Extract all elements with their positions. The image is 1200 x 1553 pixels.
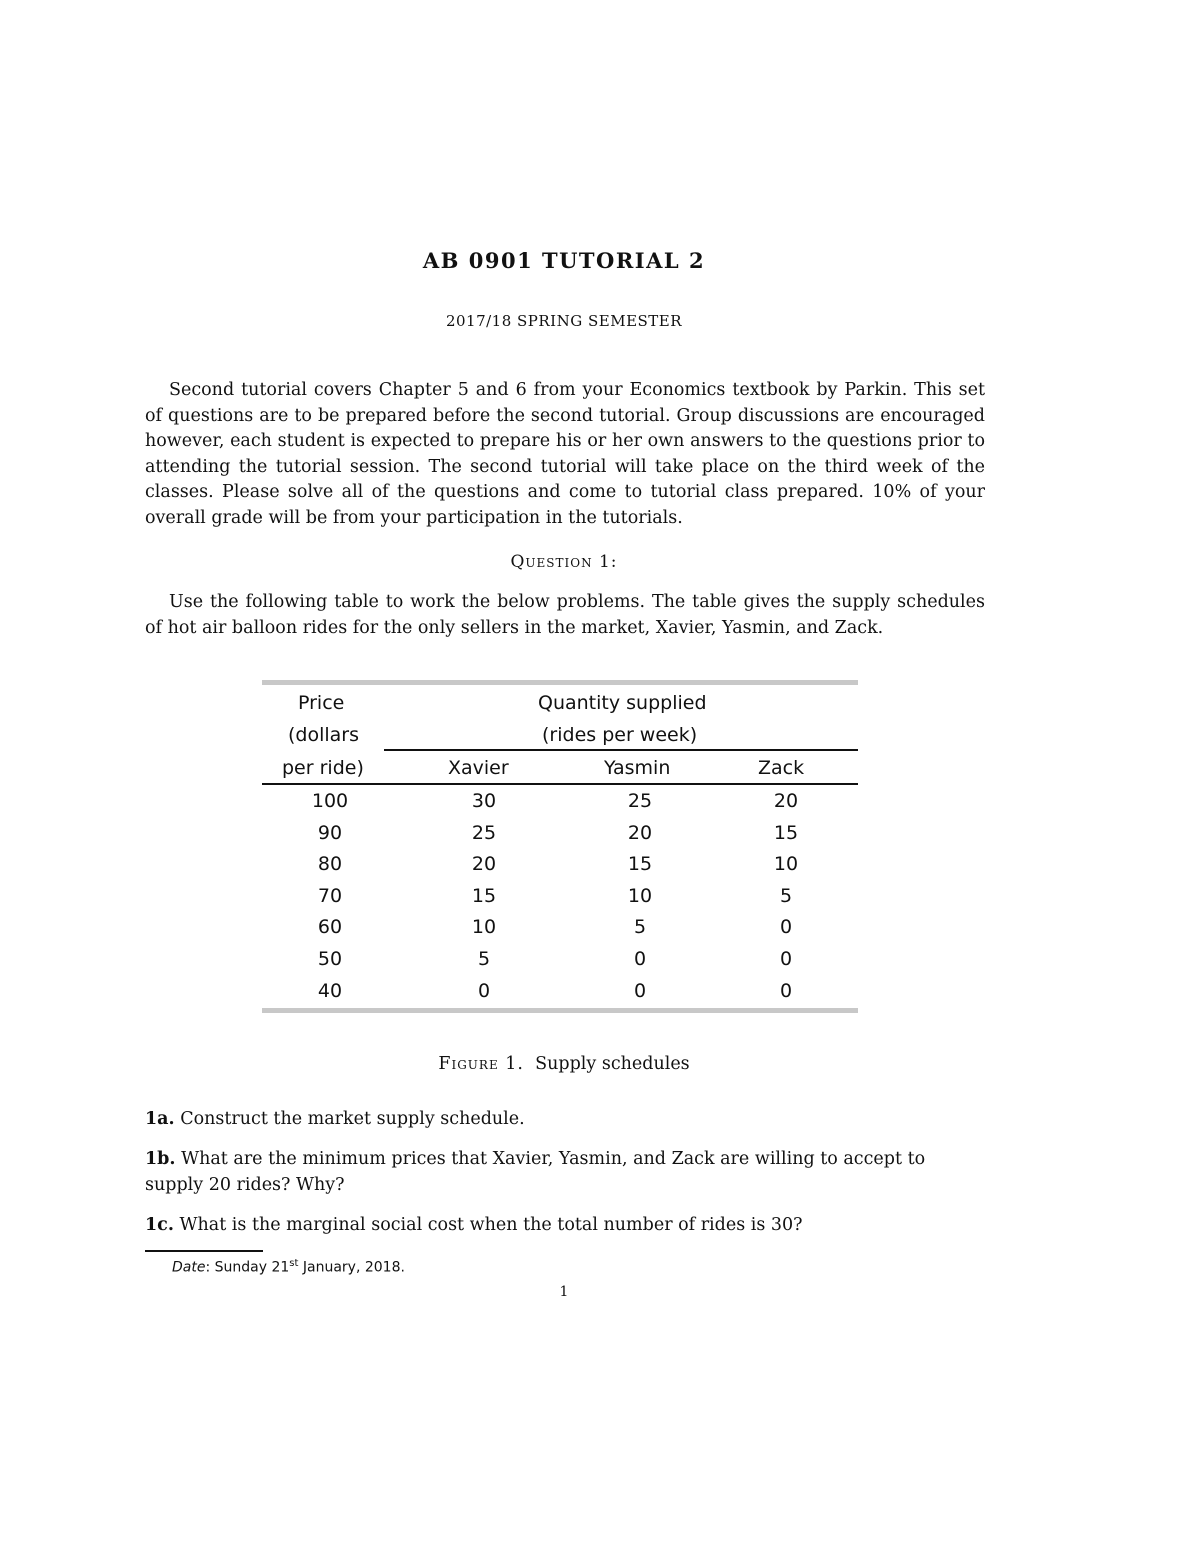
quantity-cell: 5	[477, 948, 491, 970]
quantity-cell: 0	[633, 979, 647, 1002]
quantity-cell: 0	[779, 979, 793, 1002]
price-cell: 80	[317, 853, 343, 876]
question-number: 1a.	[145, 1109, 175, 1129]
quantity-cell: 20	[627, 821, 653, 844]
footnote-label: Date	[172, 1259, 206, 1276]
quantity-cell: 20	[471, 853, 497, 876]
quantity-cell: 25	[471, 821, 497, 844]
quantity-cell: 5	[779, 884, 793, 907]
quantity-cell: 25	[627, 790, 653, 812]
question-1-intro: Use the following table to work the below problems. The table gives the supply schedules of hot air balloon rides for the only sellers in the market, Xavier, Yasmin, and Zack.	[145, 592, 985, 638]
quantity-cell: 0	[779, 948, 793, 970]
question-number: 1c.	[145, 1215, 174, 1235]
footnote-text: : Sunday 21	[205, 1259, 290, 1276]
quantity-cell: 15	[471, 884, 497, 907]
price-header-line-3: per ride)	[282, 757, 364, 779]
supply-schedule-table	[262, 680, 858, 1016]
question-text: Construct the market supply schedule.	[180, 1109, 525, 1129]
header-divider-rule	[384, 749, 858, 751]
footnote	[172, 1258, 405, 1276]
column-header-zack: Zack	[758, 757, 805, 779]
figure-caption-text: Supply schedules	[535, 1054, 690, 1074]
price-cell: 90	[317, 821, 343, 844]
intro-paragraph: Second tutorial covers Chapter 5 and 6 from your Economics textbook by Parkin. This set of questions are to be prepared before the second tutorial. Group discussions are encouraged however, each student is expected to prepare his or her own answers to the questions prior to attending the tutorial session. The second tutorial will take place on the third week of the classes. Please solve all of the questions and come to tutorial class prepared. 10% of your overall grade will be from your participation in the tutorials.	[145, 380, 985, 528]
footnote-rest: January, 2018.	[298, 1259, 405, 1276]
quantity-cell: 10	[627, 884, 653, 907]
quantity-header-line-2: (rides per week)	[542, 724, 698, 746]
table-top-rule	[262, 680, 858, 685]
table-bottom-rule	[262, 1008, 858, 1013]
price-header-line-2: (dollars	[288, 724, 360, 746]
question-1b	[145, 1147, 985, 1198]
question-number: 1b.	[145, 1149, 176, 1169]
quantity-cell: 15	[627, 853, 653, 876]
quantity-cell: 20	[773, 790, 799, 812]
question-text: What is the marginal social cost when the total number of rides is 30?	[179, 1215, 803, 1235]
footnote-sup: st	[289, 1258, 299, 1269]
document-title: AB 0901 TUTORIAL 2	[422, 248, 706, 273]
footnote-rule	[145, 1250, 263, 1252]
column-header-yasmin: Yasmin	[604, 757, 671, 779]
quantity-cell: 0	[477, 979, 491, 1002]
quantity-cell: 15	[773, 821, 799, 844]
price-cell: 60	[317, 916, 343, 939]
quantity-cell: 0	[779, 916, 793, 939]
question-1a	[145, 1107, 985, 1133]
price-cell: 50	[317, 948, 343, 970]
quantity-cell: 10	[471, 916, 497, 939]
price-header-line-1: Price	[298, 692, 345, 714]
quantity-header-line-1: Quantity supplied	[538, 692, 707, 714]
question-1-heading: Question 1:	[510, 552, 618, 572]
quantity-cell: 30	[471, 790, 497, 812]
quantity-cell: 0	[633, 948, 647, 970]
column-header-xavier: Xavier	[448, 757, 509, 779]
page-number: 1	[559, 1284, 569, 1300]
price-cell: 40	[317, 979, 343, 1002]
price-cell: 100	[311, 790, 349, 812]
quantity-cell: 10	[773, 853, 799, 876]
semester-subtitle: 2017/18 SPRING SEMESTER	[445, 312, 683, 330]
question-text: What are the minimum prices that Xavier, Yasmin, and Zack are willing to accept to supply 20 rides? Why?	[145, 1149, 926, 1195]
quantity-cell: 5	[633, 916, 647, 939]
figure-label: Figure 1.	[438, 1054, 524, 1074]
question-1c	[145, 1213, 985, 1239]
header-bottom-rule	[262, 783, 858, 785]
figure-caption	[0, 1054, 1128, 1074]
price-cell: 70	[317, 884, 343, 907]
